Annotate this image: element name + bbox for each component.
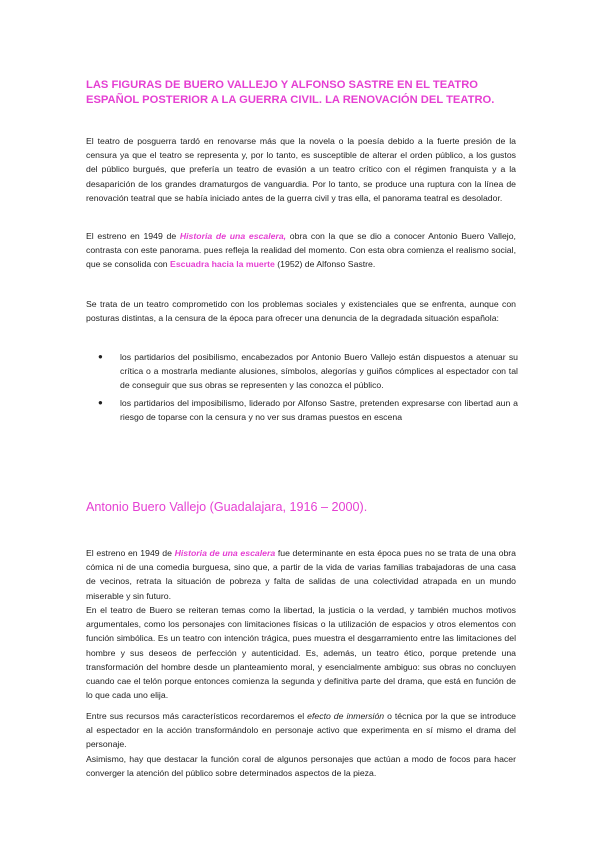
s1-text-c: fue determinante en esta época pues no se trata de una obra cómica ni de una comedia burguesa, sino que, a partir de la vida de varias familias trabajadoras de una casa de vecinos, retrata la situación de pobreza y falta de salidas de una colectividad atrapada en un mundo miserable y sin futuro. <box>86 548 517 601</box>
buero-paragraph-3 <box>86 709 516 752</box>
s3-text-c: o técnica por la que se introduce al espectador en la acción transformándolo en personaje activo que experimenta en sí mismo el drama del personaje. <box>86 711 516 750</box>
s3-text-a: Entre sus recursos más característicos recordaremos el <box>86 711 308 721</box>
intro-paragraph-1: El teatro de posguerra tardó en renovarse más que la novela o la poesía debido a la fuerte presión de la censura ya que el teatro se representa y, por lo tanto, es susceptible de alterar el orden público, a los gustos del público burgués, que prefería un teatro de evasión a un teatro crítico con el régimen franquista y a la desaparición de los grandes dramaturgos de vanguardia. Por lo tanto, se produce una ruptura con la línea de renovación teatral que se había iniciado antes de la guerra civil y tras ella, el panorama teatral es desolador. <box>86 136 516 203</box>
work-title-historia: Historia de una escalera, <box>179 231 287 241</box>
p2-text-a: El estreno en 1949 de <box>86 231 180 241</box>
buero-paragraph-2: En el teatro de Buero se reiteran temas como la libertad, la justicia o la verdad, y también muchos motivos argumentales, como los personajes con limitaciones físicas o la utilización de espacios y otros elementos con función simbólica. Es un teatro con intención trágica, pues muestra el desgarramiento entre las limitaciones del hombre y sus deseos de perfección y autenticidad. Es, además, un teatro ético, porque pretende una transformación del hombre desde un planteamiento moral, y esencialmente ambiguo: sus obras no concluyen cuando cae el telón porque entonces comienza la segunda y definitiva parte del drama, que está en función de lo que cada uno elija. <box>86 605 516 701</box>
list-item <box>86 350 518 393</box>
buero-paragraph-4: Asimismo, hay que destacar la función coral de algunos personajes que actúan a modo de focos para hacer converger la atención del público sobre determinados aspectos de la pieza. <box>86 754 516 779</box>
p2-text-e: (1952) de Alfonso Sastre. <box>274 259 376 270</box>
document-title: LAS FIGURAS DE BUERO VALLEJO Y ALFONSO SASTRE EN EL TEATRO ESPAÑOL POSTERIOR A LA GUERRA CIVIL. LA RENOVACIÓN DEL TEATRO. <box>86 79 495 106</box>
section-heading: Antonio Buero Vallejo (Guadalajara, 1916 – 2000). <box>86 500 368 514</box>
s1-text-a: El estreno en 1949 de <box>86 548 175 558</box>
work-title-historia-2: Historia de una escalera <box>174 548 276 558</box>
bullet-text: los partidarios del imposibilismo, liderado por Alfonso Sastre, pretenden expresarse con libertad aun a riesgo de toparse con la censura y no ver sus dramas puestos en escena <box>120 397 518 422</box>
term-efecto-inmersion: efecto de inmersión <box>307 711 385 721</box>
bullet-list <box>86 350 518 427</box>
intro-paragraph-2 <box>86 229 516 272</box>
p2-text-c: obra con la que se dio a conocer Antonio Buero Vallejo, contrasta con este panorama. pues refleja la realidad del momento. Con esta obra comienza el realismo social, que se consolida con <box>86 231 516 270</box>
work-title-escuadra: Escuadra hacia la muerte <box>170 259 275 270</box>
bullet-icon: ● <box>98 352 103 361</box>
bullet-text: los partidarios del posibilismo, encabezados por Antonio Buero Vallejo están dispuestos a atenuar su crítica o a mostrarla mediante alusiones, símbolos, alegorías y guiños cómplices al espectador con tal de conseguir que sus obras se representen y las conozca el público. <box>120 352 518 391</box>
intro-paragraph-3: Se trata de un teatro comprometido con los problemas sociales y existenciales que se enfrenta, aunque con posturas distintas, a la censura de la época para ofrecer una denuncia de la degradada situación española: <box>86 299 516 324</box>
buero-paragraph-1 <box>86 546 516 603</box>
bullet-icon: ● <box>98 397 103 407</box>
list-item <box>86 396 518 424</box>
